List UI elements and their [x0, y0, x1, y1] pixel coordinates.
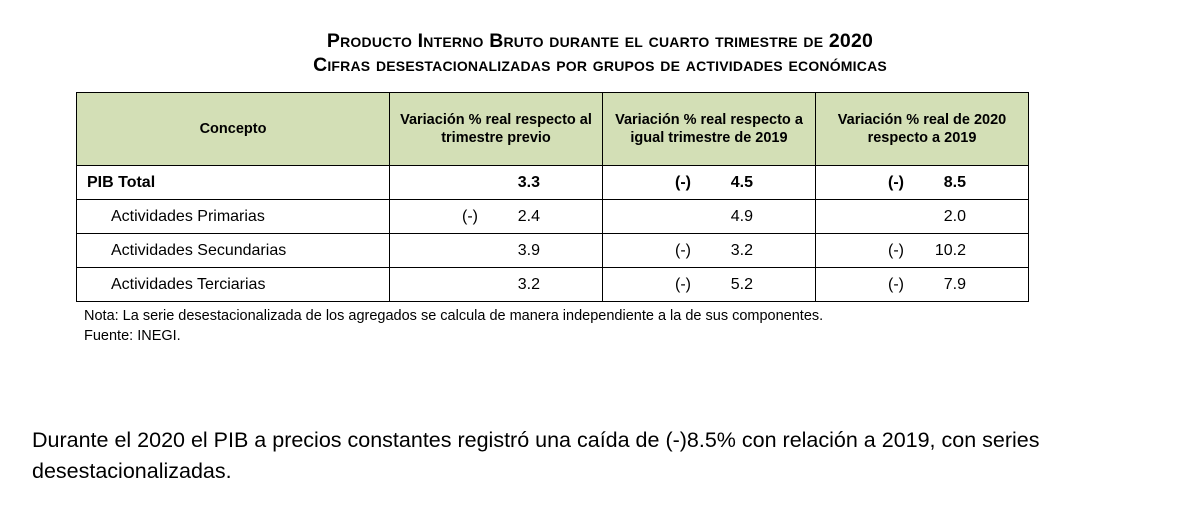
column-header-variacion-trimestre-previo: Variación % real respecto al trimestre previo: [390, 93, 603, 166]
table-row: [77, 234, 1029, 268]
table-note: Nota: La serie desestacionalizada de los agregados se calcula de manera independiente a la de sus componentes.: [84, 308, 824, 324]
cell-value: 2.4: [517, 207, 540, 225]
cell-value: 3.2: [730, 241, 753, 259]
cell-value: 3.2: [517, 275, 540, 293]
row-label-actividades-secundarias: Actividades Secundarias: [77, 234, 390, 268]
table-row: [77, 166, 1029, 200]
cell-value: 3.3: [517, 173, 540, 191]
cell-sign: (-): [888, 275, 904, 293]
row-label-actividades-terciarias: Actividades Terciarias: [77, 268, 390, 302]
cell-sign: (-): [888, 241, 904, 259]
pib-table-container: [76, 92, 1024, 302]
cell-value: 8.5: [943, 173, 966, 191]
cell-secundarias-trimestre-previo: [390, 234, 603, 268]
cell-value: 4.5: [730, 173, 753, 191]
cell-value: 7.9: [943, 275, 966, 293]
cell-terciarias-igual-trimestre: [603, 268, 816, 302]
column-header-variacion-igual-trimestre: Variación % real respecto a igual trimestre de 2019: [603, 93, 816, 166]
cell-value: 5.2: [730, 275, 753, 293]
cell-primarias-igual-trimestre: [603, 200, 816, 234]
cell-terciarias-trimestre-previo: [390, 268, 603, 302]
cell-primarias-anual: [816, 200, 1029, 234]
cell-sign: (-): [462, 207, 478, 225]
body-paragraph: Durante el 2020 el PIB a precios constantes registró una caída de (-)8.5% con relación a 2019, con series desestacionalizadas.: [32, 428, 1040, 484]
table-header-row: [77, 93, 1029, 166]
cell-value: 10.2: [934, 241, 966, 259]
cell-pib-total-trimestre-previo: [390, 166, 603, 200]
column-header-variacion-anual: Variación % real de 2020 respecto a 2019: [816, 93, 1029, 166]
table-title-line-2: Cifras desestacionalizadas por grupos de actividades económicas: [313, 53, 887, 76]
cell-sign: (-): [675, 241, 691, 259]
column-header-concepto: Concepto: [77, 93, 390, 166]
row-label-actividades-primarias: Actividades Primarias: [77, 200, 390, 234]
cell-primarias-trimestre-previo: [390, 200, 603, 234]
cell-value: 3.9: [517, 241, 540, 259]
cell-sign: (-): [888, 173, 904, 191]
table-head: [77, 93, 1029, 166]
cell-pib-total-anual: [816, 166, 1029, 200]
cell-value: 4.9: [730, 207, 753, 225]
cell-secundarias-anual: [816, 234, 1029, 268]
table-title-block: [0, 30, 1200, 78]
table-notes: [84, 306, 1064, 346]
table-row: [77, 268, 1029, 302]
cell-secundarias-igual-trimestre: [603, 234, 816, 268]
table-source: Fuente: INEGI.: [84, 328, 181, 344]
cell-value: 2.0: [943, 207, 966, 225]
table-row: [77, 200, 1029, 234]
cell-terciarias-anual: [816, 268, 1029, 302]
row-label-pib-total: PIB Total: [77, 166, 390, 200]
table-title-line-1: Producto Interno Bruto durante el cuarto trimestre de 2020: [326, 30, 874, 52]
table-body: [77, 166, 1029, 302]
cell-sign: (-): [675, 275, 691, 293]
cell-pib-total-igual-trimestre: [603, 166, 816, 200]
cell-sign: (-): [675, 173, 691, 191]
pib-table: [76, 92, 1029, 302]
